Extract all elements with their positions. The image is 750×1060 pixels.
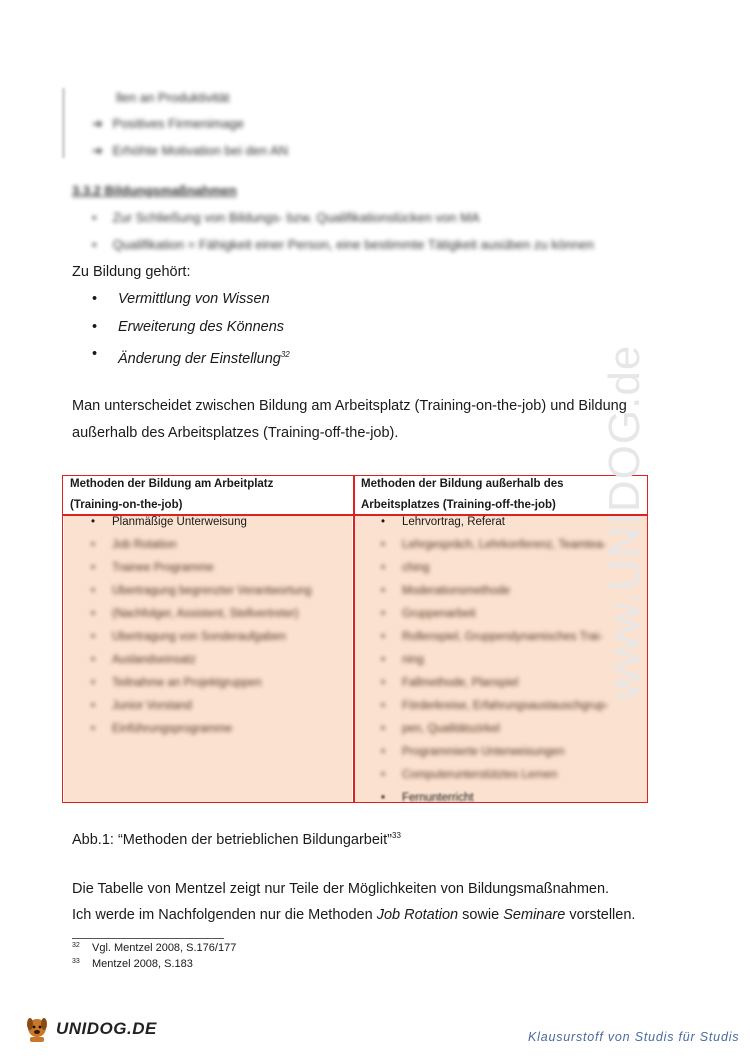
table-row: • Lehrgespräch, Lehrkonferenz, Teamtea- [372, 534, 644, 557]
blurred-bullet-2: • Qualifikation = Fähigkeit einer Person, eine bestimmte Tätigkeit ausüben zu können [92, 237, 594, 252]
table-row: • Job Rotation [82, 534, 352, 557]
table-divider [353, 475, 355, 803]
table-row: • Trainee Programme [82, 557, 352, 580]
table-row: • Auslandseinsatz [82, 649, 352, 672]
table-row: • Junior Vorstand [82, 695, 352, 718]
footnote-32: 32 Vgl. Mentzel 2008, S.176/177 [72, 942, 237, 954]
table-row: • Computerunterstütztes Lernen [372, 764, 644, 787]
table-row: • Teilnahme an Projektgruppen [82, 672, 352, 695]
footnote-ref: 33 [392, 831, 401, 840]
table-row: • Einführungsprogramme [82, 718, 352, 741]
table-row: • Fallmethode, Planspiel [372, 672, 644, 695]
footnote-ref: 32 [280, 350, 290, 359]
table-row: • Planmäßige Unterweisung [82, 511, 352, 534]
footnote-33: 33 Mentzel 2008, S.183 [72, 958, 193, 970]
bildung-list [92, 286, 290, 373]
margin-bar [62, 88, 65, 158]
arrow-bullet-1: ➔ Positives Firmenimage [92, 116, 245, 131]
table-row: • Förderkreise, Erfahrungsaustauschgrup- [372, 695, 644, 718]
table-row: • Lehrvortrag, Referat [372, 511, 644, 534]
table-row: • Übertragung von Sonderaufgaben [82, 626, 352, 649]
arrow-bullet-2: ➔ Erhöhte Motivation bei den AN [92, 143, 289, 158]
list-item: • Vermittlung von Wissen [92, 286, 290, 314]
section-heading: 3.3.2 Bildungsmaßnahmen [72, 183, 237, 198]
footnote-separator [72, 938, 224, 939]
table-row: • Rollenspiel, Gruppendynamisches Trai- [372, 626, 644, 649]
table-row: • ching [372, 557, 644, 580]
arrow-icon: ➔ [92, 116, 103, 131]
table-row: • Übertragung begrenzter Verantwortung [82, 580, 352, 603]
table-row: • Moderationsmethode [372, 580, 644, 603]
footer-tagline: Klausurstoff von Studis für Studis [528, 1030, 740, 1044]
table-row: • pen, Qualitätszirkel [372, 718, 644, 741]
arrow-icon: ➔ [92, 143, 103, 158]
left-methods-list [82, 511, 352, 741]
footer-logo[interactable]: UNIDOG.DE [22, 1014, 157, 1044]
paragraph-1: Man unterscheidet zwischen Bildung am Arbeitsplatz (Training-on-the-job) und Bildung außerhalb des Arbeitsplatzes (Training-off-the-job). [72, 398, 627, 441]
table-row: • Gruppenarbeit [372, 603, 644, 626]
table-header-right: Methoden der Bildung außerhalb des Arbeitsplatzes (Training-off-the-job) [361, 478, 564, 511]
list-item: • Erweiterung des Könnens [92, 314, 290, 342]
table-row: • (Nachfolger, Assistent, Stellvertreter) [82, 603, 352, 626]
table-row: • Programmierte Unterweisungen [372, 741, 644, 764]
blurred-bullet-1: • Zur Schließung von Bildungs- bzw. Qualifikationslücken von MA [92, 210, 480, 225]
blurred-line: llen an Produktivität [116, 90, 230, 105]
watermark: www.UNIDOG.de [600, 344, 649, 700]
table-header-left: Methoden der Bildung am Arbeitplatz (Training-on-the-job) [70, 478, 274, 511]
table-row: • Fernunterricht [372, 787, 644, 810]
table-row: • ning [372, 649, 644, 672]
dog-mascot-icon [22, 1014, 52, 1044]
paragraph-2-line-2: Ich werde im Nachfolgenden nur die Methoden Job Rotation sowie Seminare vorstellen. [72, 907, 636, 923]
paragraph-2-line-1: Die Tabelle von Mentzel zeigt nur Teile der Möglichkeiten von Bildungsmaßnahmen. [72, 881, 610, 897]
intro-text: Zu Bildung gehört: [72, 264, 191, 280]
figure-caption: Abb.1: “Methoden der betrieblichen Bildungarbeit”$^{33}$ [72, 831, 401, 848]
list-item: • Änderung der Einstellung$^{32}$ [92, 341, 290, 373]
